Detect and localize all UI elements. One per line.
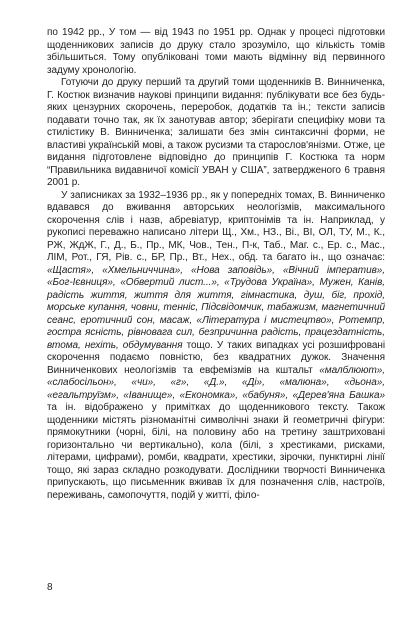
paragraph-1-text: по 1942 рр., У том — від 1943 по 1951 рр. Однак у процесі підготовки щоденникових записів до друку стало зрозуміло, що кількість томів збільшиться. Тому опубліковані томи мають відмінну від первинного задуму хронологію. bbox=[47, 27, 385, 76]
paragraph-3 bbox=[47, 190, 385, 503]
paragraph-3-text-a: У записниках за 1932–1936 рр., як у попередніх томах, В. Винниченко вдавався до вживання авторських неологізмів, максимального скорочення слів і назв, абревіатур, криптонімів та ін. Наприклад, у рукописі переважно написано літери Щ., Хм., НЗ., Ві., ВІ, ОЛ, ТУ, М., К., РЖ, ЖдЖ, Г., Д., Б., Пр., МК, Чов., Тен., П-к, Таб., Маг. с., Ер. с., Мас., ЛІМ, Рот., ГЯ, Рів. с., БР, Пр., Вт., Нех., обд. та багато ін., що означає: bbox=[47, 189, 385, 263]
paragraph-2-text: Готуючи до друку перший та другий томи щоденників В. Винниченка, Г. Костюк визначив наукові принципи видання: публікувати все без будь-яких цензурних скорочень, переробок, додатків та ін.; тексти записів подавати точно так, як їх занотував автор; зберігати специфіку мови та стилістику В. Винниченка; залишати без змін синтаксичні форми, не властиві українській мові, а також русизми та старослов'янізми. Отже, це видання підготовлене відповідно до принципів Г. Костюка та норм “Правильника видавничої комісії УВАН у США”, затвердженого 6 травня 2001 р. bbox=[47, 77, 385, 188]
paragraph-1 bbox=[47, 27, 385, 77]
paragraph-2 bbox=[47, 77, 385, 190]
document-body bbox=[47, 27, 385, 502]
paragraph-3-text-c: та ін. відображено у примітках до щоденникового тексту. Також щоденники містять різноманітні символічні знаки й геометричні фігури: прямокутники (чорні, білі, на половину або на третину заштриховані горизонтально чи вертикально), кола (білі, з хрестиками, рисками, літерами, цифрами), ромби, квадрати, хрестики, зірочки, пунктирні лінії тощо, які зараз складно розкодувати. Дослідники творчості Винниченка припускають, що письменник вживав їх для позначення слів, настроїв, переживань, самопочуття, подій у житті, філо- bbox=[47, 402, 385, 501]
paragraph-3-italic-list-b: «малблюют», «слабосільон», «чи», «г», «Д.», «Ді», «малюна», «дьона», «егальтруїзм», «Іванище», «Економка», «бабуня», «Дерев'яна Башка» bbox=[47, 364, 385, 401]
paragraph-3-text-b: тощо. У таких випадках усі розшифровані скорочення подаємо повністю, без квадратних дужок. Значення Винниченкових неологізмів та евфемізмів на кштальт bbox=[47, 339, 385, 376]
paragraph-3-italic-list-a: «Щастя», «Хмельниччина», «Нова заповідь», «Вічний імператив», «Бог-Ієвниця», «Обвертий лист...», «Трудова Україна», Мужен, Канів, радість життя, життя для життя, гімнастика, душ, біг, прохід, морське купання, човни, тенніс, Підсвідомчик, табажизм, магнетичний сеанс, еротичний сон, масаж, «Література і мистецтво», Ротемпр, гостра ясність, рівновага сил, безпричинна радість, працездатність, втома, нехіть, обдумування bbox=[47, 264, 385, 351]
page-number: 8 bbox=[47, 582, 53, 593]
